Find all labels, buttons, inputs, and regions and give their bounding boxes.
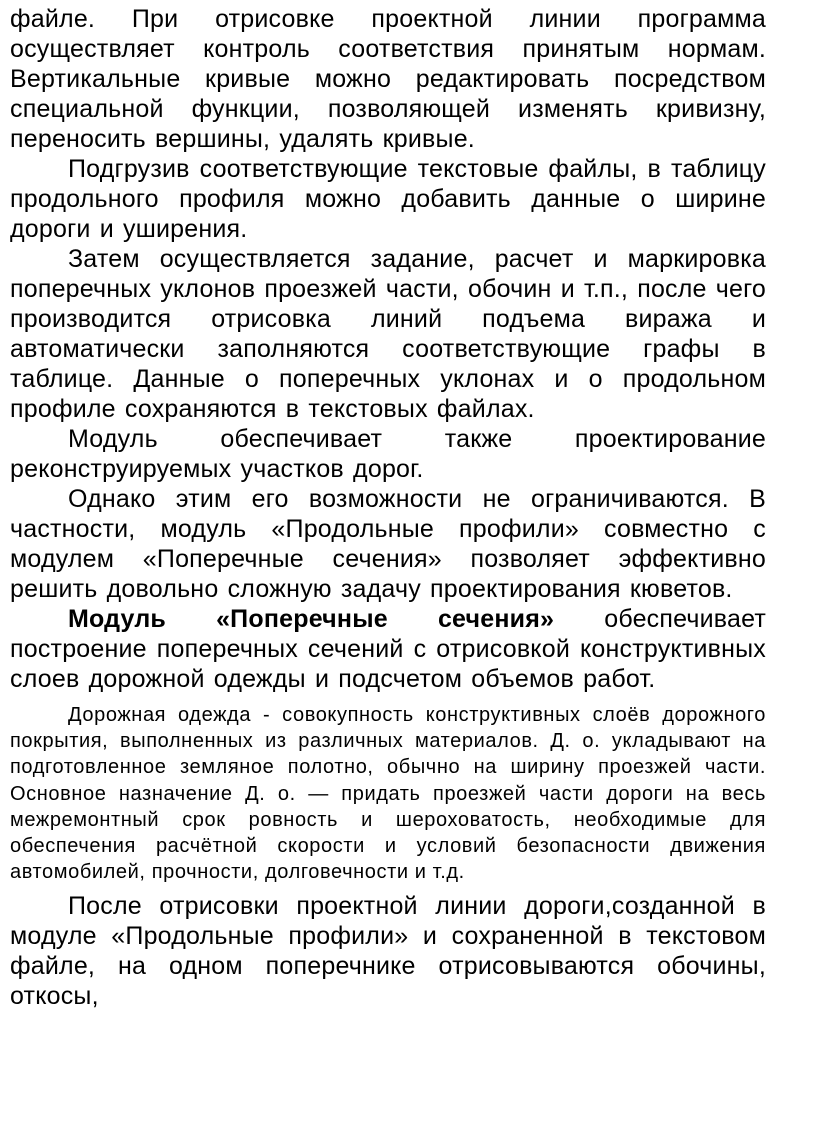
paragraph-6 — [10, 604, 766, 694]
document-page — [10, 4, 766, 1011]
paragraph-6-text: обеспечивает построение поперечных сечений с отрисовкой конструктивных слоев дорожной одежды и подсчетом объемов работ. — [10, 605, 767, 693]
paragraph-4: Модуль обеспечивает также проектирование реконструируемых участков дорог. — [10, 425, 766, 483]
paragraph-1: файле. При отрисовке проектной линии программа осуществляет контроль соответствия принятым нормам. Вертикальные кривые можно редактировать посредством специальной функции, позволяющей изменять кривизну, переносить вершины, удалять кривые. — [10, 5, 766, 153]
paragraph-5: Однако этим его возможности не ограничиваются. В частности, модуль «Продольные профили» совместно с модулем «Поперечные сечения» позволяет эффективно решить довольно сложную задачу проектирования кюветов. — [10, 485, 766, 603]
paragraph-2: Подгрузив соответствующие текстовые файлы, в таблицу продольного профиля можно добавить данные о ширине дороги и уширения. — [10, 155, 766, 243]
paragraph-3: Затем осуществляется задание, расчет и маркировка поперечных уклонов проезжей части, обочин и т.п., после чего производится отрисовка линий подъема виража и автоматически заполняются соответствующие графы в таблице. Данные о поперечных уклонах и о продольном профиле сохраняются в текстовых файлах. — [10, 245, 766, 423]
paragraph-7: После отрисовки проектной линии дороги,созданной в модуле «Продольные профили» и сохраненной в текстовом файле, на одном поперечнике отрисовываются обочины, откосы, — [10, 892, 766, 1011]
module-heading: Модуль «Поперечные сечения» — [68, 605, 555, 633]
definition-note: Дорожная одежда - совокупность конструктивных слоёв дорожного покрытия, выполненных из различных материалов. Д. о. укладывают на подготовленное земляное полотно, обычно на ширину проезжей части. Основное назначение Д. о. — придать проезжей части дороги на весь межремонтный срок ровность и шероховатость, необходимые для обеспечения расчётной скорости и условий безопасности движения автомобилей, прочности, долговечности и т.д. — [10, 704, 766, 884]
